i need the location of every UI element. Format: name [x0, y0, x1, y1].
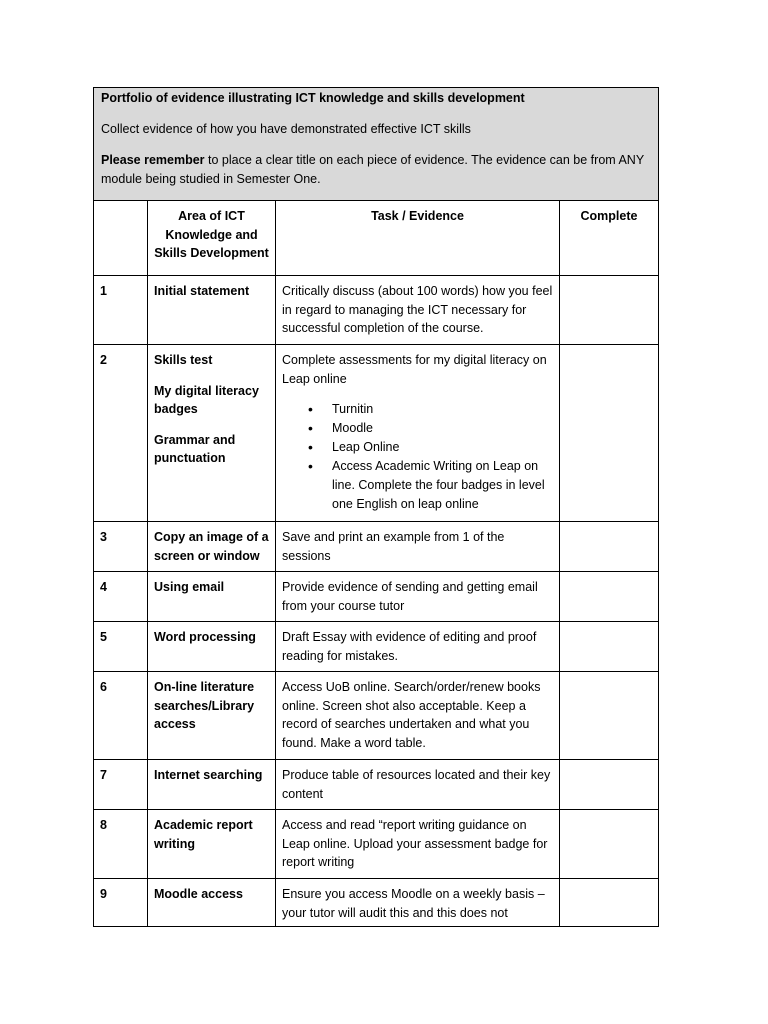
row-area-label: Initial statement	[154, 284, 250, 298]
row-complete-cell[interactable]	[560, 522, 659, 572]
portfolio-table	[93, 87, 659, 927]
row-number: 7	[94, 760, 148, 810]
row-area-label: Grammar and punctuation	[154, 432, 236, 465]
row-task: Access UoB online. Search/order/renew books online. Screen shot also acceptable. Keep a record of searches undertaken and what you found. Make a word table.	[276, 672, 560, 760]
row-area-label: Copy an image of a screen or window	[154, 530, 269, 563]
column-header-area: Area of ICT Knowledge and Skills Development	[148, 201, 276, 276]
column-header-task: Task / Evidence	[276, 201, 560, 276]
row-task-text: Ensure you access Moodle on a weekly basis – your tutor will audit this and this does not	[282, 887, 545, 920]
row-complete-cell[interactable]	[560, 276, 659, 345]
row-area-label: Word processing	[154, 630, 256, 644]
row-number: 5	[94, 622, 148, 672]
row-number: 3	[94, 522, 148, 572]
row-number: 2	[94, 345, 148, 522]
column-header-number	[94, 201, 148, 276]
column-header-row	[94, 201, 659, 276]
row-task	[276, 879, 560, 927]
row-number: 9	[94, 879, 148, 927]
column-header-complete: Complete	[560, 201, 659, 276]
row-task: Critically discuss (about 100 words) how you feel in regard to managing the ICT necessary for successful completion of the course.	[276, 276, 560, 345]
remember-note	[101, 151, 651, 189]
row-number: 8	[94, 810, 148, 879]
header-cell	[94, 88, 659, 201]
row-area-label: Internet searching	[154, 768, 263, 782]
row-complete-cell[interactable]	[560, 672, 659, 760]
table-row	[94, 810, 659, 879]
row-area	[148, 622, 276, 672]
table-row	[94, 672, 659, 760]
row-area	[148, 572, 276, 622]
remember-label: Please remember	[101, 153, 205, 167]
table-row	[94, 622, 659, 672]
row-task: Access and read “report writing guidance on Leap online. Upload your assessment badge for report writing	[276, 810, 560, 879]
row-area	[148, 760, 276, 810]
row-task: Save and print an example from 1 of the sessions	[276, 522, 560, 572]
row-area-label: My digital literacy badges	[154, 383, 259, 416]
row-complete-cell[interactable]	[560, 572, 659, 622]
row-complete-cell[interactable]	[560, 810, 659, 879]
portfolio-document	[93, 87, 658, 927]
table-row	[94, 345, 659, 522]
row-number: 4	[94, 572, 148, 622]
list-item: • Leap Online	[332, 438, 553, 457]
row-area-label: Moodle access	[154, 887, 243, 901]
row-complete-cell[interactable]	[560, 879, 659, 927]
row-area	[148, 810, 276, 879]
row-complete-cell[interactable]	[560, 760, 659, 810]
list-item: • Moodle	[332, 419, 553, 438]
row-area-label: Academic report writing	[154, 818, 253, 851]
row-area-label: Using email	[154, 580, 225, 594]
document-title: Portfolio of evidence illustrating ICT knowledge and skills development	[101, 91, 525, 105]
row-complete-cell[interactable]	[560, 345, 659, 522]
row-area	[148, 672, 276, 760]
row-task	[276, 345, 560, 522]
row-area	[148, 522, 276, 572]
task-bullet-list	[282, 400, 553, 514]
row-area	[148, 276, 276, 345]
row-number: 6	[94, 672, 148, 760]
list-item: • Access Academic Writing on Leap on line. Complete the four badges in level one English on leap online	[332, 457, 553, 514]
row-task: Produce table of resources located and their key content	[276, 760, 560, 810]
row-area-label: Skills test	[154, 353, 213, 367]
row-area-label: On-line literature searches/Library access	[154, 680, 255, 731]
row-task-text: Complete assessments for my digital literacy on Leap online	[282, 353, 547, 386]
list-item: • Turnitin	[332, 400, 553, 419]
table-row	[94, 572, 659, 622]
row-number: 1	[94, 276, 148, 345]
table-row	[94, 760, 659, 810]
table-row	[94, 879, 659, 927]
row-area	[148, 345, 276, 522]
row-task: Draft Essay with evidence of editing and proof reading for mistakes.	[276, 622, 560, 672]
table-row	[94, 276, 659, 345]
remember-text: to place a clear title on each piece of evidence. The evidence can be from ANY module being studied in Semester One.	[101, 153, 644, 186]
table-row	[94, 522, 659, 572]
row-task: Provide evidence of sending and getting email from your course tutor	[276, 572, 560, 622]
document-subtitle: Collect evidence of how you have demonstrated effective ICT skills	[101, 122, 471, 136]
header-row	[94, 88, 659, 201]
row-complete-cell[interactable]	[560, 622, 659, 672]
row-area	[148, 879, 276, 927]
